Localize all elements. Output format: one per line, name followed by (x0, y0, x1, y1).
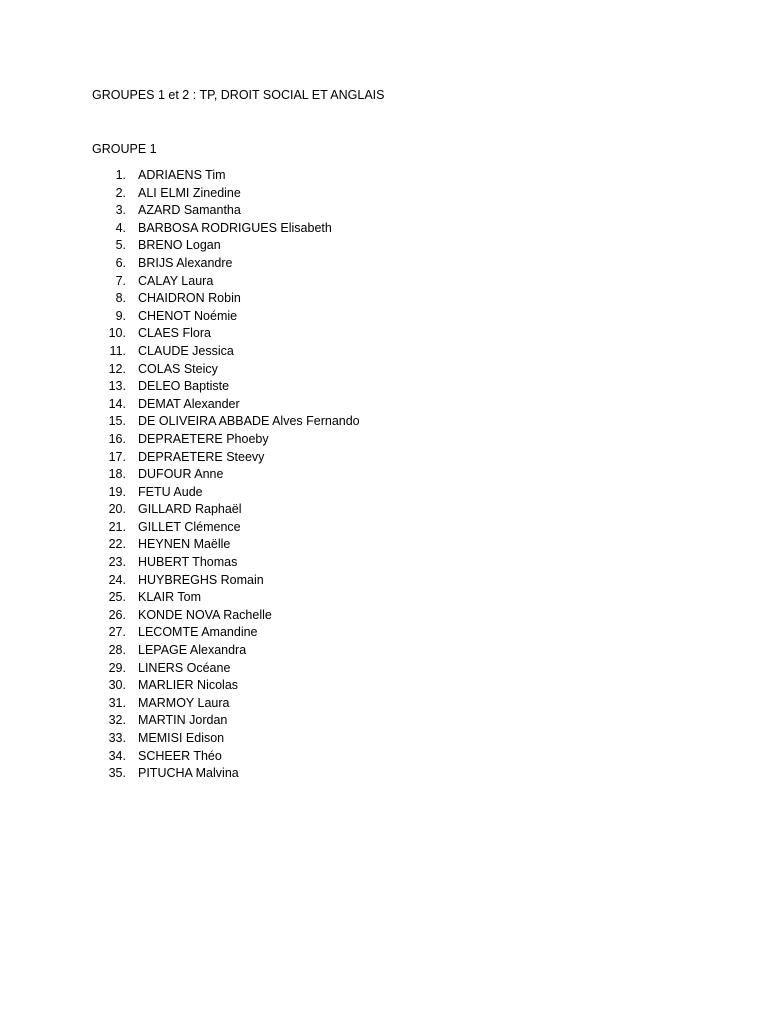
list-item-name: MEMISI Edison (138, 731, 225, 745)
list-item-name: CALAY Laura (138, 273, 214, 288)
list-item-number: 25. (108, 590, 126, 605)
list-item-number: 33. (108, 731, 126, 745)
list-item-number: 12. (108, 361, 126, 376)
list-item-name: DEMAT Alexander (138, 396, 240, 411)
list-item-number: 34. (108, 748, 126, 763)
list-item-name: BRIJS Alexandre (138, 255, 233, 270)
list-item-name: PITUCHA Malvina (138, 766, 239, 781)
list-item-name: MARLIER Nicolas (138, 678, 239, 693)
group-heading: GROUPE 1 (92, 142, 157, 156)
list-item-number: 31. (108, 695, 126, 710)
document-title: GROUPES 1 et 2 : TP, DROIT SOCIAL ET ANGLAIS (92, 88, 385, 102)
list-item-name: CLAUDE Jessica (138, 343, 234, 358)
list-item-number: 11. (109, 343, 126, 358)
list-item-number: 7. (115, 273, 126, 288)
list-item-number: 26. (108, 607, 126, 622)
list-item-name: GILLET Clémence (138, 519, 241, 534)
list-item-number: 9. (115, 308, 126, 323)
list-item-name: HEYNEN Maëlle (138, 537, 231, 552)
list-item-name: GILLARD Raphaël (138, 502, 242, 517)
list-item-number: 2. (115, 185, 126, 200)
list-item-number: 4. (115, 220, 126, 235)
list-item-number: 35. (108, 766, 126, 781)
list-item-number: 13. (108, 379, 126, 394)
list-item-name: DE OLIVEIRA ABBADE Alves Fernando (138, 414, 360, 429)
list-item-name: LINERS Océane (138, 660, 231, 675)
list-item-name: AZARD Samantha (138, 203, 241, 218)
list-item-name: ADRIAENS Tim (138, 168, 226, 182)
list-item-name: DEPRAETERE Phoeby (138, 431, 269, 446)
list-item-name: BARBOSA RODRIGUES Elisabeth (138, 220, 332, 235)
list-item-name: CLAES Flora (138, 326, 211, 341)
list-item-number: 15. (108, 414, 126, 429)
list-item-number: 28. (108, 643, 126, 658)
list-item-name: LECOMTE Amandine (138, 625, 258, 640)
list-item-name: BRENO Logan (138, 238, 221, 253)
list-item-number: 21. (108, 519, 126, 534)
list-item-name: CHAIDRON Robin (138, 291, 241, 306)
list-item-number: 24. (108, 572, 126, 587)
list-item-number: 10. (108, 326, 126, 341)
list-item-number: 3. (115, 203, 126, 218)
list-item-name: COLAS Steicy (138, 361, 218, 376)
list-item-number: 23. (108, 555, 126, 570)
list-item-name: MARTIN Jordan (138, 713, 228, 728)
list-item-number: 22. (108, 537, 126, 552)
list-item-number: 17. (108, 449, 126, 464)
list-item-number: 27. (108, 625, 126, 640)
list-item-name: CHENOT Noémie (138, 308, 238, 323)
list-item-number: 5. (115, 238, 126, 253)
list-item-number: 32. (108, 713, 126, 728)
list-item-number: 29. (108, 660, 126, 675)
list-item-name: ALI ELMI Zinedine (138, 185, 241, 200)
list-item-number: 6. (115, 255, 126, 270)
list-item-number: 8. (115, 291, 126, 306)
list-item-name: HUBERT Thomas (138, 555, 238, 570)
list-item-number: 30. (108, 678, 126, 693)
list-item-name: KONDE NOVA Rachelle (138, 607, 272, 622)
list-item-number: 1. (115, 168, 126, 182)
list-item-name: LEPAGE Alexandra (138, 643, 247, 658)
list-item-name: MARMOY Laura (138, 695, 230, 710)
list-item-number: 14. (108, 396, 126, 411)
list-item-name: DELEO Baptiste (138, 379, 230, 394)
list-item-name: FETU Aude (138, 484, 203, 499)
list-item-number: 16. (108, 431, 126, 446)
list-item-name: KLAIR Tom (138, 590, 201, 605)
list-item-name: DEPRAETERE Steevy (138, 449, 265, 464)
list-item-name: SCHEER Théo (138, 748, 222, 763)
list-item-name: DUFOUR Anne (138, 467, 224, 482)
list-item-number: 19. (108, 484, 126, 499)
list-item-number: 20. (108, 502, 126, 517)
list-item-name: HUYBREGHS Romain (138, 572, 264, 587)
list-item-number: 18. (108, 467, 126, 482)
